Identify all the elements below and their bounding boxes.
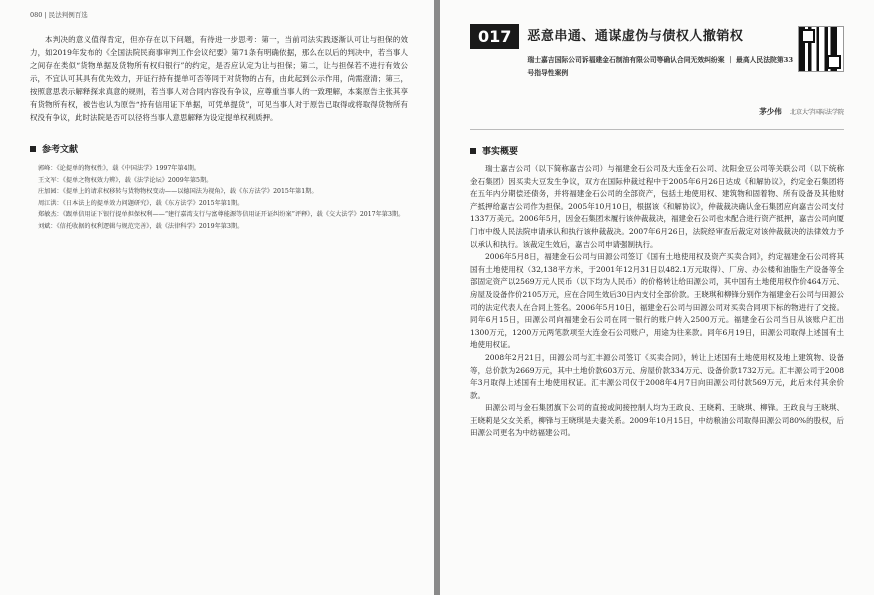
facts-heading <box>470 144 844 157</box>
divider <box>470 129 844 130</box>
reference-item: 庄加园：《提单上的请求权移转与货物物权变动——以德国法为视角》，载《东方法学》2015年第1期。 <box>38 188 318 195</box>
case-header <box>470 22 844 100</box>
running-head: 080 | 民法判例百选 <box>30 11 88 19</box>
body-paragraph: 2006年5月8日，福建金石公司与田源公司签订《国有土地使用权及资产买卖合同》，约定福建金石公司将其国有土地使用权（32,138平方米，于2001年12月31日以482.1万元取得）、厂房、办公楼和油脂生产设备等全部固定资产以2569万元人民币（以下均为人民币）的价格转让给田源公司，其中国有土地使用权作价464万元、房屋及设备作价2105万元，应在合同生效后30日内支付全部价款。王晓琪和柳锋分别作为福建金石公司与田源公司的法定代表人在合同上签名。2006年5月10日，福建金石公司与田源公司对买卖合同项下标的物进行了交接。同年6月15日，田源公司向福建金石公司在同一银行的账户转入2500万元。福建金石公司当日从该账户汇出1300万元，1200万元两笔款项至大连金石公司账户，用途为往来款。同年6月19日，田源公司取得上述国有土地使用权证。 <box>470 252 844 350</box>
author-line <box>470 106 844 117</box>
right-page <box>440 0 874 595</box>
reference-item: 王文军：《提单之物权效力辨》，载《法学论坛》2009年第5期。 <box>38 176 213 184</box>
left-page <box>0 0 434 595</box>
references-list <box>38 163 408 232</box>
case-subtitle: 瑞士嘉吉国际公司诉福建金石制油有限公司等确认合同无效纠纷案 ｜ 最高人民法院第33号指导性案例 <box>527 56 794 77</box>
square-bullet-icon <box>30 146 36 152</box>
case-title: 恶意串通、通谋虚伪与债权人撤销权 <box>527 29 744 44</box>
references-heading <box>30 142 408 155</box>
author-affiliation: 北京大学国际法学院 <box>789 109 844 116</box>
reference-item: 郑敏杰：《跟单信用证下银行提单担保权利——“建行嘉湾支行与富尊能源等信用证开证纠纷案”评释》，载《交大法学》2017年第3期。 <box>38 211 405 218</box>
body-paragraph: 本判决的意义值得肯定，但亦存在以下问题，有待进一步思考：第一，当前司法实践逐渐认可让与担保的效力，如2019年发布的《全国法院民商事审判工作会议纪要》第71条有明确依据，那么在以后的判决中，若当事人之间存在类似“货物单据及货物所有权归银行”的约定，是否应认定为让与担保；第二，让与担保若不进行有效公示，不宜认可其具有优先效力，开证行持有提单可否等同于对货物的占有，由此起到公示作用，尚需澄清；第三，按照意思表示解释探求真意的规则，若当事人对合同内容没有争议，应尊重当事人的一致理解，本案原告主张其享有货物所有权，被告也认为原告“持有信用证下单据，可凭单提货”，可见当事人对于原告已取得或将取得货物所有权没有争议，此时法院是否可以径将当事人意思解释为设定提单权利质押。 <box>30 35 408 122</box>
reference-item: 周江洪：《日本法上的提单效力问题研究》，载《东方法学》2015年第1期。 <box>38 199 244 207</box>
reference-item: 郭峰：《论提单的物权性》，载《中国法学》1997年第4期。 <box>38 165 200 172</box>
author-name: 茅少伟 <box>759 107 782 116</box>
reference-item: 刘斌：《信托收据的权利逻辑与规范完善》，载《法律科学》2019年第3期。 <box>38 222 244 230</box>
references-heading-label: 参考文献 <box>42 145 79 155</box>
facts-heading-label: 事实概要 <box>482 147 519 157</box>
square-bullet-icon <box>470 148 476 154</box>
body-paragraph: 田源公司与金石集团旗下公司的直接或间接控制人均为王政良、王晓莉、王晓琪、柳锋。王政良与王晓琪、王晓莉是父女关系，柳锋与王晓琪是夫妻关系。2009年10月15日，中纺粮油公司取得田源公司80%的股权，后田源公司更名为中纺福建公司。 <box>470 403 844 438</box>
body-paragraph: 瑞士嘉吉公司（以下简称嘉吉公司）与福建金石公司及大连金石公司、沈阳金豆公司等关联公司（以下统称金石集团）因买卖大豆发生争议，双方在国际仲裁过程中于2005年6月26日达成《和解协议》，约定金石集团将在五年内分期偿还债务，并将福建金石公司的全部资产，包括土地使用权、建筑物和固着物、所有设备及其他财产抵押给嘉吉公司作为担保。2005年10月10日，根据该《和解协议》，仲裁裁决确认金石集团应向嘉吉公司支付1337万美元。2006年5月，因金石集团未履行该仲裁裁决，福建金石公司也未配合进行资产抵押，嘉吉公司向厦门市中级人民法院申请承认和执行该仲裁裁决。2007年6月26日，法院经审查后裁定对该仲裁裁决的法律效力予以承认和执行。该裁定生效后，嘉吉公司申请强制执行。 <box>470 164 844 249</box>
case-number-badge: 017 <box>470 24 519 49</box>
body-paragraph: 2008年2月21日，田源公司与汇丰源公司签订《买卖合同》，转让上述国有土地使用权及地上建筑物、设备等，总价款为2669万元，其中土地价款603万元、房屋价款334万元、设备价款1732万元。汇丰源公司于2008年3月取得上述国有土地使用权证。汇丰源公司仅于2008年4月7日向田源公司付款569万元，此后未付其余价款。 <box>470 352 844 400</box>
qr-code-icon <box>798 26 844 72</box>
case-heading-block <box>527 22 797 79</box>
